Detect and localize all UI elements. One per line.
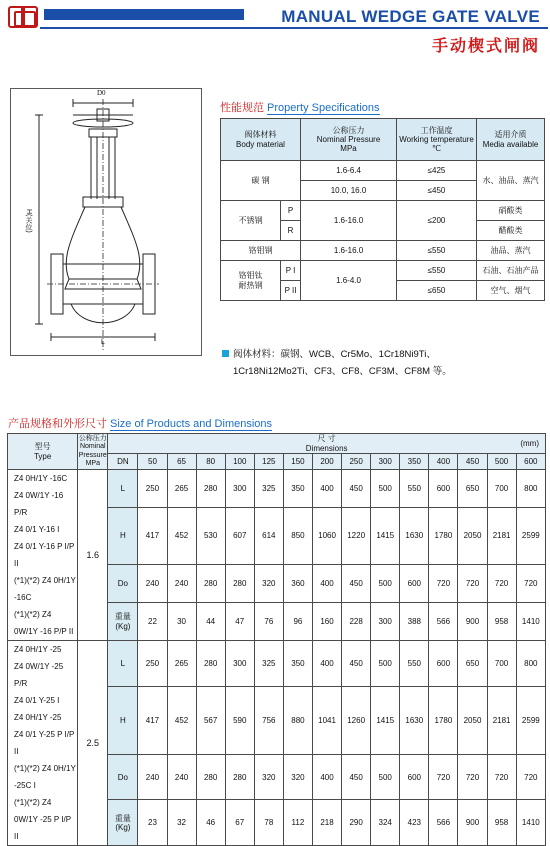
dim-value: 720 — [487, 754, 516, 800]
type-code: (*1)(*2) Z4 0H/1Y -16C — [14, 576, 76, 602]
materials-note — [222, 346, 547, 380]
dn-size: 125 — [254, 454, 283, 470]
dim-value: 290 — [342, 800, 371, 846]
dim-value: 452 — [167, 686, 196, 754]
row-label: H — [108, 508, 138, 565]
prop-carbon-material: 碳 钢 — [221, 161, 301, 201]
dim-value: 720 — [429, 754, 458, 800]
dim-value: 2599 — [516, 508, 545, 565]
dim-value: 590 — [225, 686, 254, 754]
dim-value: 1041 — [312, 686, 341, 754]
type-code: Z4 0H/1Y -25 — [14, 645, 62, 654]
row-label: L — [108, 641, 138, 687]
dim-value: 958 — [487, 800, 516, 846]
dim-value: 360 — [283, 565, 312, 603]
type-code: Z4 0/1 Y-16 P I/P II — [14, 542, 75, 568]
dim-value: 500 — [371, 470, 400, 508]
prop-header-body: 阀体材料 Body material — [221, 119, 301, 161]
dim-value: 22 — [138, 603, 167, 641]
prop-cell: 石油、石油产品 — [477, 261, 545, 281]
dim-value: 1780 — [429, 508, 458, 565]
dim-value: 566 — [429, 800, 458, 846]
dims-header-dn: DN — [108, 454, 138, 470]
dim-value: 280 — [196, 641, 225, 687]
table-row — [8, 470, 546, 508]
dim-value: 280 — [225, 565, 254, 603]
materials-line-2: 1Cr18Ni12Mo2Ti、CF3、CF8、CF3M、CF8M 等。 — [233, 366, 452, 377]
type-code: (*1)(*2) Z4 0W/1Y -25 P I/P II — [14, 798, 71, 841]
dim-value: 720 — [458, 565, 487, 603]
dim-value: 228 — [342, 603, 371, 641]
prop-heat-material: 铬钼钛 耐热钢 — [221, 261, 281, 301]
dims-header-pressure: 公称压力 Nominal Pressure MPa — [78, 434, 108, 470]
dim-value: 240 — [167, 565, 196, 603]
dim-value: 44 — [196, 603, 225, 641]
dim-value: 566 — [429, 603, 458, 641]
dim-value: 720 — [487, 565, 516, 603]
dim-value: 880 — [283, 686, 312, 754]
dims-header-dimensions: 尺 寸 Dimensions (mm) — [108, 434, 546, 454]
dn-size: 350 — [400, 454, 429, 470]
property-heading-en: Property Specifications — [267, 102, 380, 114]
dim-value: 500 — [371, 754, 400, 800]
dim-value: 452 — [167, 508, 196, 565]
dim-value: 700 — [487, 641, 516, 687]
dims-header-type: 型号 Type — [8, 434, 78, 470]
dim-value: 300 — [225, 641, 254, 687]
dim-value: 240 — [138, 754, 167, 800]
drawing-label-l: L — [101, 339, 105, 346]
dn-size: 65 — [167, 454, 196, 470]
dim-value: 30 — [167, 603, 196, 641]
dims-heading-cn: 产品规格和外形尺寸 — [8, 418, 107, 430]
prop-stainless-material: 不锈钢 — [221, 201, 281, 241]
prop-crmo-material: 铬钼钢 — [221, 241, 301, 261]
dim-value: 756 — [254, 686, 283, 754]
dims-heading-en: Size of Products and Dimensions — [110, 418, 273, 430]
dim-value: 250 — [138, 470, 167, 508]
prop-cell: ≤650 — [397, 281, 477, 301]
header-bar — [44, 9, 244, 20]
materials-line-1: 阀体材料：碳钢、WCB、Cr5Mo、1Cr18Ni9Ti、 — [233, 349, 436, 360]
valve-drawing — [10, 88, 202, 356]
dn-size: 150 — [283, 454, 312, 470]
dim-value: 265 — [167, 641, 196, 687]
property-heading-cn: 性能规范 — [220, 102, 264, 114]
row-label: 重量 (Kg) — [108, 800, 138, 846]
dim-value: 614 — [254, 508, 283, 565]
dim-value: 1630 — [400, 686, 429, 754]
dim-value: 67 — [225, 800, 254, 846]
dim-value: 450 — [342, 641, 371, 687]
dim-value: 23 — [138, 800, 167, 846]
prop-cell: 1.6-6.4 — [301, 161, 397, 181]
dim-value: 600 — [429, 641, 458, 687]
dim-value: 1410 — [516, 603, 545, 641]
dim-value: 96 — [283, 603, 312, 641]
dim-value: 400 — [312, 641, 341, 687]
dim-value: 500 — [371, 641, 400, 687]
dim-value: 550 — [400, 470, 429, 508]
dim-value: 800 — [516, 470, 545, 508]
dim-value: 1415 — [371, 686, 400, 754]
dim-value: 240 — [138, 565, 167, 603]
prop-cell: 油品、蒸汽 — [477, 241, 545, 261]
prop-cell: 1.6-16.0 — [301, 241, 397, 261]
bullet-square-icon — [222, 350, 229, 357]
dim-value: 280 — [196, 754, 225, 800]
dim-value: 607 — [225, 508, 254, 565]
prop-cell: ≤550 — [397, 261, 477, 281]
type-code: Z4 0H/1Y -16C — [14, 474, 68, 483]
dn-size: 300 — [371, 454, 400, 470]
dim-value: 47 — [225, 603, 254, 641]
dim-value: 2599 — [516, 686, 545, 754]
type-code: Z4 0/1 Y-16 I — [14, 525, 60, 534]
type-code: Z4 0W/1Y -16 P/R — [14, 491, 64, 517]
dim-value: 388 — [400, 603, 429, 641]
dim-value: 900 — [458, 603, 487, 641]
dn-size: 600 — [516, 454, 545, 470]
dim-value: 417 — [138, 508, 167, 565]
prop-cell: 1.6-4.0 — [301, 261, 397, 301]
page-title: MANUAL WEDGE GATE VALVE — [281, 7, 540, 26]
dim-value: 2181 — [487, 508, 516, 565]
dn-size: 100 — [225, 454, 254, 470]
gate-valve-drawing — [11, 89, 201, 355]
company-logo — [8, 6, 38, 28]
dim-value: 1220 — [342, 508, 371, 565]
dim-value: 350 — [283, 470, 312, 508]
dim-value: 600 — [429, 470, 458, 508]
dim-value: 324 — [371, 800, 400, 846]
dim-value: 265 — [167, 470, 196, 508]
dim-value: 325 — [254, 470, 283, 508]
row-label: L — [108, 470, 138, 508]
dn-size: 250 — [342, 454, 371, 470]
dim-value: 250 — [138, 641, 167, 687]
dim-value: 720 — [458, 754, 487, 800]
prop-cell: 水、油品、蒸汽 — [477, 161, 545, 201]
property-table — [220, 118, 545, 301]
prop-cell: 1.6-16.0 — [301, 201, 397, 241]
dim-value: 567 — [196, 686, 225, 754]
page-title-cn: 手动楔式闸阀 — [431, 38, 540, 55]
row-label: Do — [108, 565, 138, 603]
dim-value: 76 — [254, 603, 283, 641]
dimensions-table — [7, 433, 546, 846]
prop-cell: R — [281, 221, 301, 241]
type-list — [8, 641, 78, 846]
dim-value: 720 — [516, 565, 545, 603]
dn-size: 80 — [196, 454, 225, 470]
type-code: Z4 0/1 Y-25 I — [14, 696, 60, 705]
dim-value: 650 — [458, 641, 487, 687]
prop-cell: P II — [281, 281, 301, 301]
dim-value: 112 — [283, 800, 312, 846]
dim-value: 280 — [196, 565, 225, 603]
dim-value: 958 — [487, 603, 516, 641]
dim-value: 1410 — [516, 800, 545, 846]
dim-value: 850 — [283, 508, 312, 565]
type-code: Z4 0H/1Y -25 — [14, 713, 62, 722]
row-label: 重量 (Kg) — [108, 603, 138, 641]
dim-value: 500 — [371, 565, 400, 603]
prop-header-pressure: 公称压力 Nominal Pressure MPa — [301, 119, 397, 161]
property-section-heading — [220, 99, 380, 115]
dim-value: 450 — [342, 754, 371, 800]
dim-value: 78 — [254, 800, 283, 846]
dim-value: 650 — [458, 470, 487, 508]
dn-size: 200 — [312, 454, 341, 470]
dim-value: 720 — [516, 754, 545, 800]
prop-cell: ≤200 — [397, 201, 477, 241]
dim-value: 300 — [371, 603, 400, 641]
dim-value: 320 — [283, 754, 312, 800]
dim-value: 32 — [167, 800, 196, 846]
prop-cell: 醋酸类 — [477, 221, 545, 241]
dim-value: 600 — [400, 754, 429, 800]
dim-value: 600 — [400, 565, 429, 603]
dim-value: 400 — [312, 754, 341, 800]
prop-header-temp: 工作温度 Working temperature ℃ — [397, 119, 477, 161]
dim-value: 2050 — [458, 686, 487, 754]
dim-value: 2050 — [458, 508, 487, 565]
dim-value: 450 — [342, 470, 371, 508]
dim-value: 325 — [254, 641, 283, 687]
header-rule — [40, 27, 548, 29]
group-pressure: 1.6 — [78, 470, 108, 641]
dim-value: 1060 — [312, 508, 341, 565]
dim-value: 320 — [254, 565, 283, 603]
dim-value: 720 — [429, 565, 458, 603]
prop-cell: ≤450 — [397, 181, 477, 201]
dim-value: 1780 — [429, 686, 458, 754]
type-code: (*1)(*2) Z4 0H/1Y -25C I — [14, 764, 76, 790]
dim-value: 423 — [400, 800, 429, 846]
row-label: Do — [108, 754, 138, 800]
dim-value: 450 — [342, 565, 371, 603]
type-list — [8, 470, 78, 641]
dim-value: 218 — [312, 800, 341, 846]
drawing-label-h: H(关位) — [25, 209, 32, 233]
dim-value: 900 — [458, 800, 487, 846]
dim-value: 1630 — [400, 508, 429, 565]
dim-value: 2181 — [487, 686, 516, 754]
dim-value: 417 — [138, 686, 167, 754]
dim-value: 1260 — [342, 686, 371, 754]
drawing-label-d0: D0 — [97, 89, 106, 97]
prop-cell: P I — [281, 261, 301, 281]
dim-value: 300 — [225, 470, 254, 508]
dim-value: 400 — [312, 565, 341, 603]
prop-cell: ≤425 — [397, 161, 477, 181]
dim-value: 320 — [254, 754, 283, 800]
dim-value: 350 — [283, 641, 312, 687]
prop-cell: 硝酸类 — [477, 201, 545, 221]
prop-cell: 10.0, 16.0 — [301, 181, 397, 201]
dn-size: 400 — [429, 454, 458, 470]
dim-value: 400 — [312, 470, 341, 508]
dn-size: 450 — [458, 454, 487, 470]
dim-value: 240 — [167, 754, 196, 800]
prop-cell: P — [281, 201, 301, 221]
dim-value: 700 — [487, 470, 516, 508]
dims-section-heading — [8, 415, 272, 431]
row-label: H — [108, 686, 138, 754]
table-row — [8, 641, 546, 687]
dim-value: 280 — [196, 470, 225, 508]
dim-value: 46 — [196, 800, 225, 846]
dim-value: 550 — [400, 641, 429, 687]
prop-header-media: 适用介质 Media available — [477, 119, 545, 161]
dim-value: 280 — [225, 754, 254, 800]
prop-cell: ≤550 — [397, 241, 477, 261]
type-code: Z4 0W/1Y -25 P/R — [14, 662, 64, 688]
type-code: (*1)(*2) Z4 0W/1Y -16 P/P II — [14, 610, 74, 636]
type-code: Z4 0/1 Y-25 P I/P II — [14, 730, 75, 756]
dim-value: 530 — [196, 508, 225, 565]
group-pressure: 2.5 — [78, 641, 108, 846]
dn-size: 50 — [138, 454, 167, 470]
dim-value: 160 — [312, 603, 341, 641]
dim-value: 800 — [516, 641, 545, 687]
prop-cell: 空气、烟气 — [477, 281, 545, 301]
dim-value: 1415 — [371, 508, 400, 565]
dn-size: 500 — [487, 454, 516, 470]
